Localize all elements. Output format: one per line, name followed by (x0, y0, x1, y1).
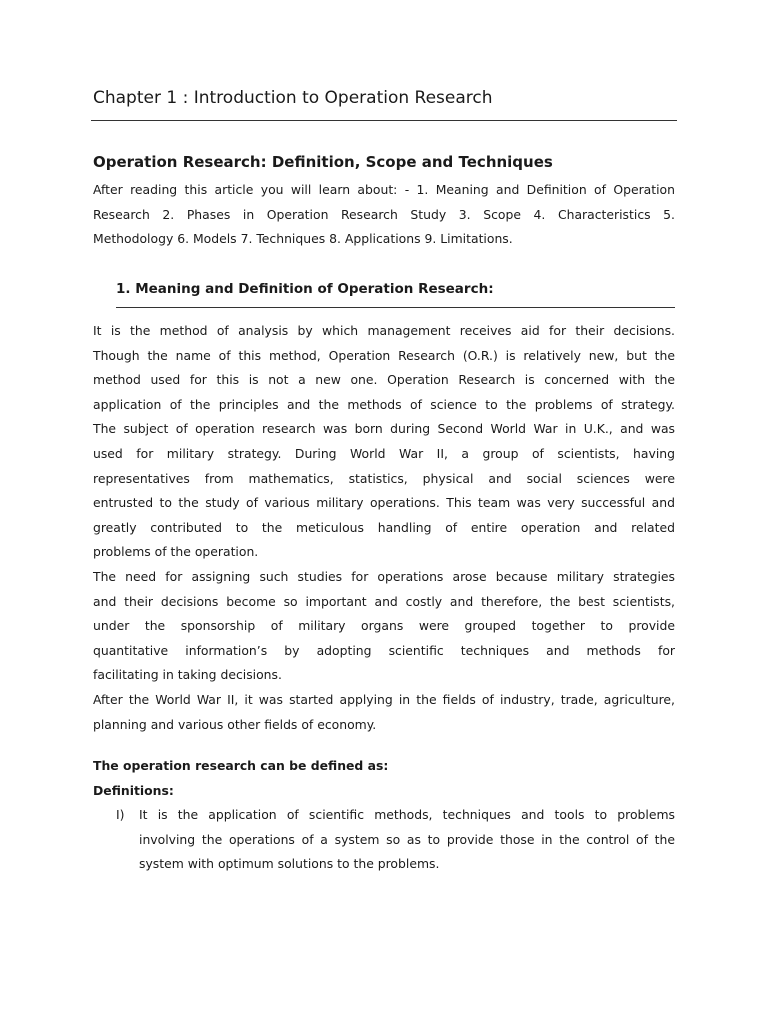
section-body (93, 319, 675, 737)
article-title: Operation Research: Definition, Scope and Techniques (93, 153, 553, 171)
body-line: and their decisions become so important and costly and therefore, the best scientists, (93, 593, 675, 609)
definition-text (139, 803, 675, 877)
definitions-block (93, 754, 675, 877)
body-line: greatly contributed to the meticulous handling of entire operation and related (93, 519, 675, 535)
section-heading: 1. Meaning and Definition of Operation Research: (116, 281, 494, 297)
intro-paragraph (93, 178, 675, 252)
chapter-title: Chapter 1 : Introduction to Operation Research (93, 88, 493, 108)
body-line: It is the method of analysis by which management receives aid for their decisions. (93, 323, 675, 338)
body-line: facilitating in taking decisions. (93, 667, 282, 683)
section-divider (116, 307, 675, 308)
list-marker: I) (116, 807, 125, 823)
definition-line: It is the application of scientific methods, techniques and tools to problems (139, 807, 675, 823)
body-line: After the World War II, it was started applying in the fields of industry, trade, agriculture, (93, 691, 675, 707)
definition-line: system with optimum solutions to the problems. (139, 856, 440, 872)
body-line: planning and various other fields of economy. (93, 716, 377, 732)
definitions-lead: The operation research can be defined as: (93, 758, 389, 773)
body-line: The subject of operation research was born during Second World War in U.K., and was (93, 421, 675, 437)
body-line: used for military strategy. During World War II, a group of scientists, having (93, 445, 675, 461)
definition-item (93, 803, 675, 877)
body-line: method used for this is not a new one. Operation Research is concerned with the (93, 372, 675, 388)
body-line: Though the name of this method, Operation Research (O.R.) is relatively new, but the (93, 347, 675, 363)
definitions-heading: Definitions: (93, 782, 174, 798)
body-line: application of the principles and the methods of science to the problems of strategy. (93, 396, 675, 412)
intro-line: After reading this article you will learn about: - 1. Meaning and Definition of Operation (93, 182, 675, 197)
intro-line: Methodology 6. Models 7. Techniques 8. Applications 9. Limitations. (93, 231, 513, 247)
body-line: under the sponsorship of military organs were grouped together to provide (93, 618, 675, 634)
title-divider (91, 120, 677, 121)
body-line: representatives from mathematics, statistics, physical and social sciences were (93, 470, 675, 486)
intro-line: Research 2. Phases in Operation Research Study 3. Scope 4. Characteristics 5. (93, 206, 675, 222)
body-line: problems of the operation. (93, 544, 259, 560)
body-line: The need for assigning such studies for operations arose because military strategies (93, 568, 675, 584)
body-line: entrusted to the study of various military operations. This team was very successful and (93, 495, 675, 511)
definition-line: involving the operations of a system so as to provide those in the control of the (139, 831, 675, 847)
body-line: quantitative information’s by adopting scientific techniques and methods for (93, 642, 675, 658)
